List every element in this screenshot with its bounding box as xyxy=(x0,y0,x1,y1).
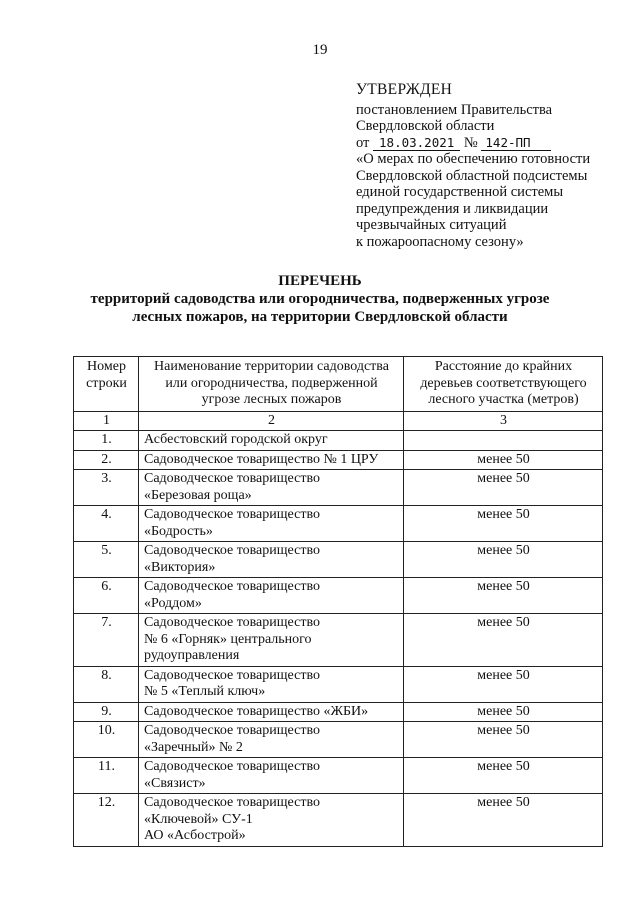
table-row xyxy=(74,614,603,667)
territory-name-line: рудоуправления xyxy=(144,648,240,663)
row-number: 8. xyxy=(74,666,139,702)
table-header-row xyxy=(74,357,603,412)
territory-name-line: «Связист» xyxy=(144,775,206,791)
row-number: 4. xyxy=(74,506,139,542)
territory-name xyxy=(139,431,404,451)
territory-name-line: «Бодрость» xyxy=(144,523,213,539)
approval-stamp xyxy=(356,82,626,250)
header-cell-number: Номер строки xyxy=(74,357,139,412)
distance-value: менее 50 xyxy=(404,666,603,702)
approval-line: постановлением Правительства xyxy=(356,101,553,118)
heading-subtitle: лесных пожаров, на территории Свердловской области xyxy=(132,309,508,325)
territory-name-line: Садоводческое товарищество № 1 ЦРУ xyxy=(144,451,379,467)
row-number: 12. xyxy=(74,794,139,847)
territory-name-line: Садоводческое товарищество xyxy=(144,615,320,630)
row-number: 7. xyxy=(74,614,139,667)
territory-name xyxy=(139,794,404,847)
distance-value: менее 50 xyxy=(404,758,603,794)
table-row xyxy=(74,758,603,794)
territory-name xyxy=(139,702,404,722)
territory-name-line: Асбестовский городской округ xyxy=(144,432,328,447)
page-number: 19 xyxy=(312,42,328,58)
distance-value: менее 50 xyxy=(404,794,603,847)
approval-date: 18.03.2021 xyxy=(373,135,460,151)
distance-value: менее 50 xyxy=(404,722,603,758)
table-row xyxy=(74,470,603,506)
territory-name xyxy=(139,722,404,758)
territory-name-line: Садоводческое товарищество xyxy=(144,507,320,522)
row-number: 5. xyxy=(74,542,139,578)
subject-line: чрезвычайных ситуаций xyxy=(356,217,507,233)
territory-name-line: Садоводческое товарищество «ЖБИ» xyxy=(144,703,369,719)
territory-name xyxy=(139,506,404,542)
territory-name xyxy=(139,470,404,506)
territory-name xyxy=(139,542,404,578)
column-number: 3 xyxy=(404,411,603,431)
distance-value: менее 50 xyxy=(404,470,603,506)
document-heading xyxy=(0,272,640,326)
distance-value: менее 50 xyxy=(404,506,603,542)
distance-value: менее 50 xyxy=(404,614,603,667)
subject-line: к пожароопасному сезону» xyxy=(356,233,524,250)
distance-value: менее 50 xyxy=(404,578,603,614)
subject-line: Свердловской областной подсистемы xyxy=(356,167,588,184)
row-number: 1. xyxy=(74,431,139,451)
distance-value: менее 50 xyxy=(404,450,603,470)
table-row xyxy=(74,542,603,578)
table-row xyxy=(74,702,603,722)
territory-name-line: АО «Асбострой» xyxy=(144,828,246,843)
row-number: 9. xyxy=(74,702,139,722)
table-row xyxy=(74,450,603,470)
distance-value xyxy=(404,431,603,451)
territory-name xyxy=(139,758,404,794)
territory-name-line: Садоводческое товарищество xyxy=(144,667,320,683)
territory-name-line: Садоводческое товарищество xyxy=(144,543,320,558)
heading-subtitle: территорий садоводства или огородничества, подверженных угрозе xyxy=(90,291,550,307)
column-number: 1 xyxy=(74,411,139,431)
territory-name xyxy=(139,450,404,470)
territory-name xyxy=(139,666,404,702)
territory-name-line: Садоводческое товарищество xyxy=(144,471,320,486)
row-number: 3. xyxy=(74,470,139,506)
approval-number: 142-ПП xyxy=(481,135,550,151)
territory-name xyxy=(139,578,404,614)
approval-line: Свердловской области xyxy=(356,118,495,134)
table-row xyxy=(74,722,603,758)
column-numbers-row xyxy=(74,411,603,431)
table-row xyxy=(74,431,603,451)
territory-name-line: «Ключевой» СУ-1 xyxy=(144,811,253,827)
table-row xyxy=(74,666,603,702)
territory-name-line: Садоводческое товарищество xyxy=(144,759,320,774)
territory-name-line: «Березовая роща» xyxy=(144,487,252,503)
subject-line: единой государственной системы xyxy=(356,184,564,200)
territory-name-line: № 6 «Горняк» центрального xyxy=(144,631,312,647)
approval-title: УТВЕРЖДЕН xyxy=(356,81,453,98)
territory-name-line: «Виктория» xyxy=(144,559,216,575)
header-cell-name: Наименование территории садоводства или огородничества, подверженной угрозе лесных пожаров xyxy=(139,357,404,412)
territory-name-line: № 5 «Теплый ключ» xyxy=(144,684,266,699)
date-prefix: от xyxy=(356,134,370,151)
table-row xyxy=(74,506,603,542)
approval-subject xyxy=(356,151,626,250)
table-row xyxy=(74,794,603,847)
territory-name-line: Садоводческое товарищество xyxy=(144,795,320,810)
territory-name-line: Садоводческое товарищество xyxy=(144,579,320,594)
distance-value: менее 50 xyxy=(404,702,603,722)
row-number: 11. xyxy=(74,758,139,794)
approval-date-line xyxy=(356,135,626,152)
subject-line: предупреждения и ликвидации xyxy=(356,200,549,217)
territory-name-line: «Заречный» № 2 xyxy=(144,739,243,755)
distance-value: менее 50 xyxy=(404,542,603,578)
subject-line: «О мерах по обеспечению готовности xyxy=(356,151,591,167)
column-number: 2 xyxy=(139,411,404,431)
table-row xyxy=(74,578,603,614)
number-sign: № xyxy=(463,134,478,151)
heading-title: ПЕРЕЧЕНЬ xyxy=(278,273,362,289)
row-number: 2. xyxy=(74,450,139,470)
header-cell-distance: Расстояние до крайних деревьев соответствующего лесного участка (метров) xyxy=(404,357,603,412)
territory-name-line: «Роддом» xyxy=(144,595,202,611)
territory-name-line: Садоводческое товарищество xyxy=(144,723,320,738)
territories-table xyxy=(73,356,603,847)
row-number: 6. xyxy=(74,578,139,614)
territory-name xyxy=(139,614,404,667)
row-number: 10. xyxy=(74,722,139,758)
